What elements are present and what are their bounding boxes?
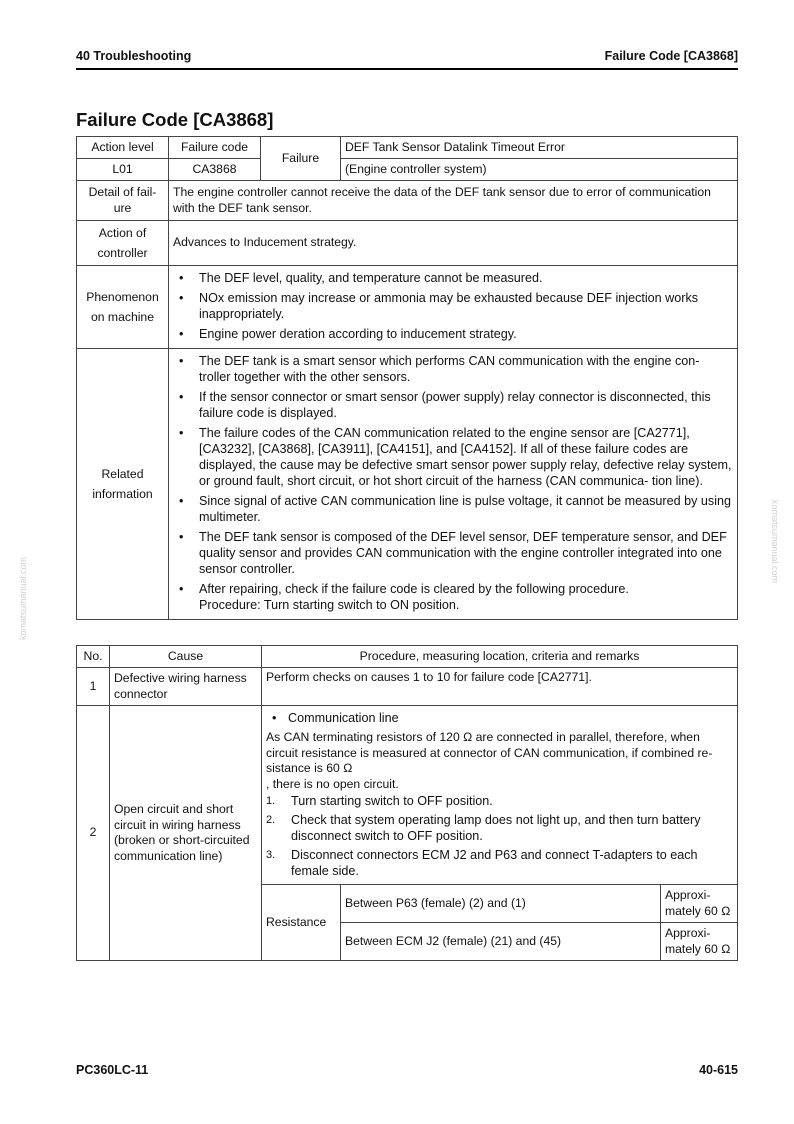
- list-item: • The failure codes of the CAN communication related to the engine sensor are [CA2771], [CA3232], [CA3868], [CA3911], [CA4151], and [CA4152]. If all of these failure codes are displayed, the cause may be defective smart sensor power supply relay, defective relay system, or ground fault, short circuit, or hot short circuit of the harness (CAN communica- tion line).: [173, 425, 733, 489]
- list-item: • If the sensor connector or smart sensor (power supply) relay connector is disconnected, this failure code is displayed.: [173, 389, 733, 421]
- list-item: • The DEF level, quality, and temperature cannot be measured.: [173, 270, 733, 286]
- phenomenon-cell: [169, 266, 738, 349]
- list-item: • The DEF tank is a smart sensor which performs CAN communication with the engine con- troller together with the other sensors.: [173, 353, 733, 385]
- page-header: [76, 48, 738, 70]
- phenomenon-label: Phenomenon on machine: [77, 266, 169, 349]
- step-number: 2.: [266, 814, 276, 826]
- procedure-cell: [262, 706, 738, 885]
- list-item: [173, 581, 733, 613]
- list-item: • Since signal of active CAN communication line is pulse voltage, it cannot be measured by using multimeter.: [173, 493, 733, 525]
- related-cell: [169, 349, 738, 620]
- footer-model: PC360LC-11: [76, 1063, 149, 1077]
- header-section: 40 Troubleshooting: [76, 49, 192, 63]
- list-item-text: After repairing, check if the failure code is cleared by the following procedure.: [199, 582, 629, 596]
- action-label: Action of controller: [77, 221, 169, 266]
- step-text: Check that system operating lamp does not light up, and then turn battery disconnect switch to OFF position.: [291, 813, 701, 843]
- row-number: 2: [77, 706, 110, 961]
- failure-label: Failure: [261, 137, 341, 181]
- procedure-paragraph: , there is no open circuit.: [266, 776, 399, 791]
- failure-code-value: CA3868: [169, 159, 261, 181]
- measurement-location: Between P63 (female) (2) and (1): [341, 885, 661, 923]
- page-title: Failure Code [CA3868]: [76, 109, 274, 130]
- col-header-cause: Cause: [110, 646, 262, 668]
- failure-title: DEF Tank Sensor Datalink Timeout Error: [341, 137, 738, 159]
- procedure-text: Perform checks on causes 1 to 10 for failure code [CA2771].: [262, 668, 738, 706]
- watermark-right: komatsumanual.com: [770, 500, 780, 584]
- row-number: 1: [77, 668, 110, 706]
- measurement-location: Between ECM J2 (female) (21) and (45): [341, 923, 661, 961]
- col-header-procedure: Procedure, measuring location, criteria and remarks: [262, 646, 738, 668]
- col-header-no: No.: [77, 646, 110, 668]
- step-item: [266, 847, 733, 879]
- list-item: • Communication line: [266, 710, 733, 726]
- failure-code-label: Failure code: [169, 137, 261, 159]
- step-item: [266, 793, 733, 809]
- action-level-value: L01: [77, 159, 169, 181]
- step-text: Disconnect connectors ECM J2 and P63 and connect T-adapters to each female side.: [291, 848, 698, 878]
- cause-text: Open circuit and short circuit in wiring harness (broken or short-circuited communication line): [110, 706, 262, 961]
- detail-label: Detail of fail- ure: [77, 181, 169, 221]
- action-text: Advances to Inducement strategy.: [169, 221, 738, 266]
- procedure-text: Procedure: Turn starting switch to ON position.: [199, 598, 460, 612]
- list-item: • The DEF tank sensor is composed of the DEF level sensor, DEF temperature sensor, and DEF quality sensor and provides CAN communication with the engine controller integrated into one sensor controller.: [173, 529, 733, 577]
- header-code: Failure Code [CA3868]: [604, 49, 738, 63]
- procedure-paragraph: As CAN terminating resistors of 120 Ω are connected in parallel, therefore, when circuit resistance is measured at connector of CAN communication, if combined re- sistance is 60 Ω: [266, 730, 713, 775]
- failure-subtitle: (Engine controller system): [341, 159, 738, 181]
- list-item: • Engine power deration according to inducement strategy.: [173, 326, 733, 342]
- list-item: • NOx emission may increase or ammonia may be exhausted because DEF injection works inappropriately.: [173, 290, 733, 322]
- detail-text: The engine controller cannot receive the data of the DEF tank sensor due to error of communication with the DEF tank sensor.: [169, 181, 738, 221]
- failure-summary-table: [76, 136, 738, 620]
- measurement-value: Approxi- mately 60 Ω: [661, 923, 738, 961]
- action-level-label: Action level: [77, 137, 169, 159]
- resistance-label: Resistance: [262, 885, 341, 961]
- related-label: Related information: [77, 349, 169, 620]
- watermark-left: komatsumanual.com: [18, 556, 28, 640]
- cause-table: [76, 645, 738, 961]
- step-number: 1.: [266, 795, 276, 807]
- cause-text: Defective wiring harness connector: [110, 668, 262, 706]
- footer-page-number: 40-615: [699, 1063, 738, 1077]
- step-number: 3.: [266, 849, 276, 861]
- measurement-value: Approxi- mately 60 Ω: [661, 885, 738, 923]
- step-text: Turn starting switch to OFF position.: [291, 794, 493, 808]
- step-item: [266, 812, 733, 844]
